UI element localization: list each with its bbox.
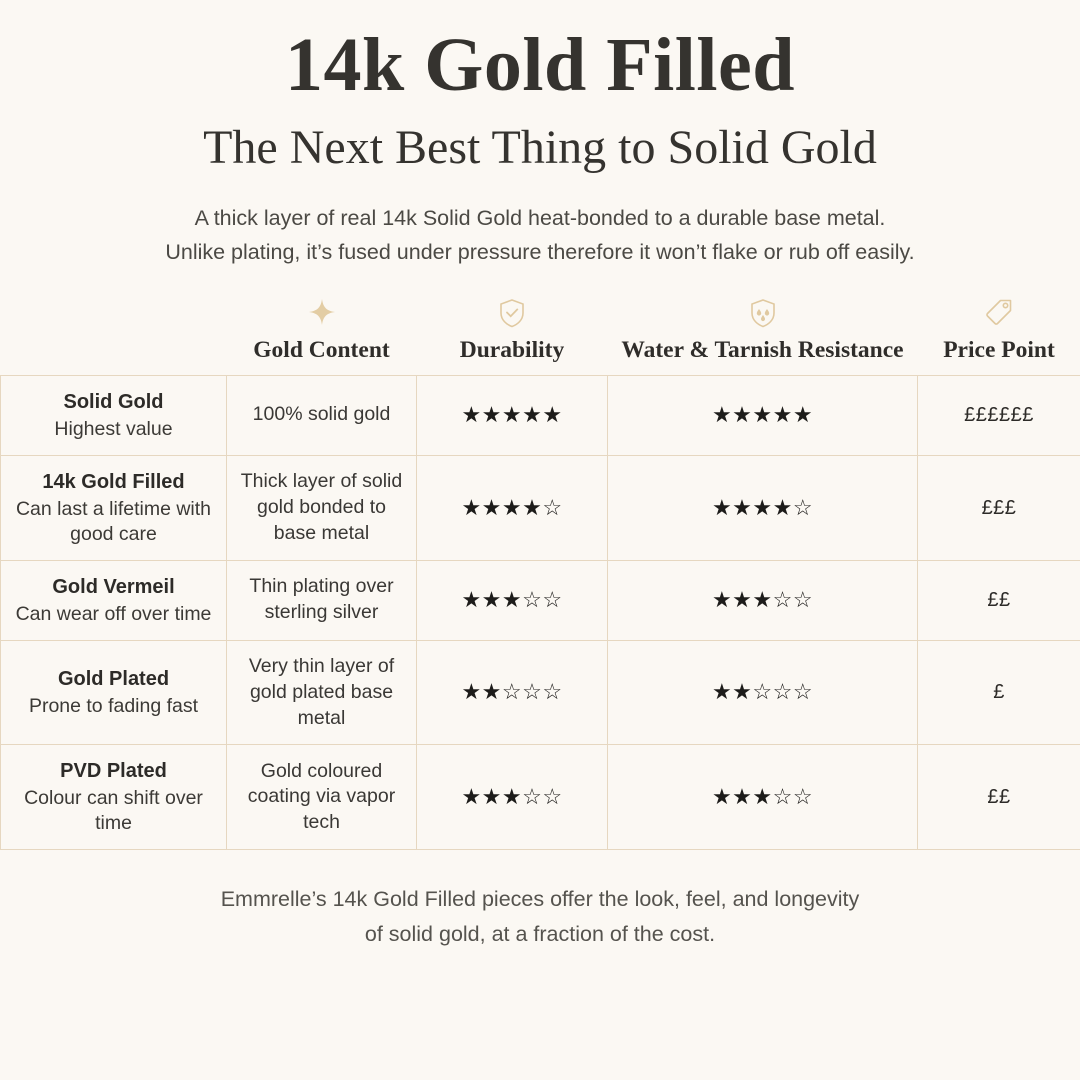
sparkle-icon <box>233 296 411 330</box>
durability-rating: ★★★★★ <box>461 402 563 428</box>
cell-resistance <box>608 640 918 745</box>
row-name: Gold Plated <box>57 668 170 691</box>
row-description: Can wear off over time <box>15 602 212 625</box>
cell-gold-content: 100% solid gold <box>227 375 417 455</box>
cell-resistance <box>608 375 918 455</box>
row-label-cell <box>1 455 227 560</box>
cell-resistance <box>608 745 918 850</box>
footer-text <box>221 882 860 952</box>
cell-resistance <box>608 455 918 560</box>
page-subtitle: The Next Best Thing to Solid Gold <box>203 120 877 174</box>
column-header-durability <box>417 296 608 375</box>
table-row <box>1 455 1080 560</box>
table-body <box>1 375 1080 849</box>
comparison-table <box>0 296 1080 850</box>
resistance-rating: ★★☆☆☆ <box>711 679 814 705</box>
durability-rating: ★★★☆☆ <box>461 784 563 810</box>
price-tag-icon <box>924 296 1075 330</box>
cell-durability <box>417 640 608 745</box>
row-label-cell <box>1 560 227 640</box>
cell-durability <box>417 375 608 455</box>
cell-price <box>918 455 1080 560</box>
column-header-water-tarnish-resistance <box>608 296 918 375</box>
intro-text <box>165 201 914 271</box>
cell-durability <box>417 455 608 560</box>
row-description: Can last a lifetime with good care <box>15 497 212 545</box>
row-description: Highest value <box>54 417 173 440</box>
shield-check-icon <box>423 296 602 330</box>
footer-line-1: Emmrelle’s 14k Gold Filled pieces offer the look, feel, and longevity <box>220 887 860 912</box>
table-header-row <box>1 296 1080 375</box>
cell-price <box>918 745 1080 850</box>
price-rating: £££ <box>981 496 1017 519</box>
page-title: 14k Gold Filled <box>284 23 796 107</box>
column-header-water-tarnish-resistance-label: Water & Tarnish Resistance <box>621 337 904 364</box>
table-row <box>1 745 1080 850</box>
column-header-price-point-label: Price Point <box>943 337 1055 364</box>
row-description: Prone to fading fast <box>28 695 199 718</box>
cell-price <box>918 560 1080 640</box>
footer-line-2: of solid gold, at a fraction of the cost. <box>364 922 716 947</box>
price-rating: ££££££ <box>964 404 1034 427</box>
cell-gold-content: Gold coloured coating via vapor tech <box>227 745 417 850</box>
row-description: Colour can shift over time <box>24 787 203 835</box>
durability-rating: ★★★☆☆ <box>461 586 563 612</box>
cell-gold-content: Thick layer of solid gold bonded to base metal <box>227 455 417 560</box>
shield-droplet-icon <box>614 296 912 330</box>
intro-line-2: Unlike plating, it’s fused under pressure therefore it won’t flake or rub off easily. <box>165 240 915 265</box>
cell-durability <box>417 745 608 850</box>
cell-resistance <box>608 560 918 640</box>
cell-gold-content: Very thin layer of gold plated base metal <box>227 640 417 745</box>
row-label-cell <box>1 745 227 850</box>
price-rating: ££ <box>987 786 1011 809</box>
row-label-cell <box>1 640 227 745</box>
column-header-gold-content <box>227 296 417 375</box>
resistance-rating: ★★★☆☆ <box>711 586 814 612</box>
column-header-gold-content-label: Gold Content <box>253 337 390 364</box>
row-label-cell <box>1 375 227 455</box>
durability-rating: ★★★★☆ <box>461 494 563 520</box>
resistance-rating: ★★★★☆ <box>711 494 814 520</box>
cell-price <box>918 375 1080 455</box>
column-header-price-point <box>918 296 1080 375</box>
intro-line-1: A thick layer of real 14k Solid Gold heat-bonded to a durable base metal. <box>194 205 886 230</box>
column-header-blank <box>1 296 227 375</box>
table-row <box>1 375 1080 455</box>
table-header <box>1 296 1080 375</box>
row-name: 14k Gold Filled <box>42 470 185 493</box>
cell-gold-content: Thin plating over sterling silver <box>227 560 417 640</box>
durability-rating: ★★☆☆☆ <box>461 679 563 705</box>
price-rating: ££ <box>987 589 1011 612</box>
row-name: Solid Gold <box>63 390 164 413</box>
row-name: PVD Plated <box>60 760 167 783</box>
resistance-rating: ★★★☆☆ <box>711 784 814 810</box>
cell-durability <box>417 560 608 640</box>
price-rating: £ <box>993 681 1005 704</box>
resistance-rating: ★★★★★ <box>711 402 814 428</box>
comparison-table-wrap <box>0 296 1080 850</box>
cell-price <box>918 640 1080 745</box>
column-header-durability-label: Durability <box>459 337 565 364</box>
table-row <box>1 560 1080 640</box>
table-row <box>1 640 1080 745</box>
row-name: Gold Vermeil <box>52 575 175 598</box>
